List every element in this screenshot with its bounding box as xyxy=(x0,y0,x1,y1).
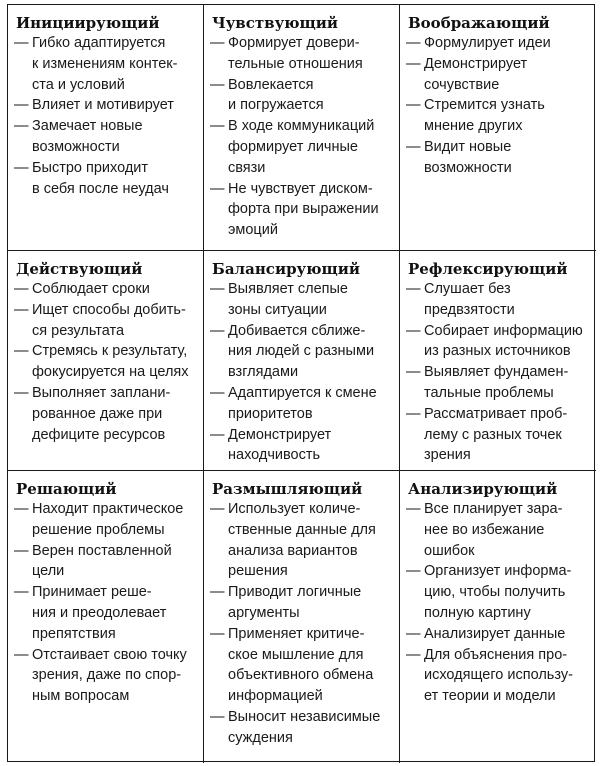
trait-list xyxy=(14,499,197,707)
list-item: — Приводит логичные аргументы xyxy=(210,582,393,624)
list-item: — Видит новые возможности xyxy=(406,137,590,179)
list-item: — Выявляет фундамен- тальные проблемы xyxy=(406,362,590,404)
list-item: — Собирает информацию из разных источников xyxy=(406,321,590,363)
cell-initiating xyxy=(8,5,204,251)
cell-title: Рефлексирующий xyxy=(408,260,568,278)
trait-list xyxy=(406,33,590,179)
list-item: — Использует количе- ственные данные для анализа вариантов решения xyxy=(210,499,393,582)
list-item: — Применяет критиче- ское мышление для объективного обмена информацией xyxy=(210,624,393,707)
cell-feeling xyxy=(204,5,400,251)
list-item: — Демонстрирует сочувствие xyxy=(406,54,590,96)
cell-reflecting xyxy=(400,251,596,471)
styles-table xyxy=(7,4,595,762)
list-item: — Формирует довери- тельные отношения xyxy=(210,33,393,75)
list-item: — Добивается сближе- ния людей с разными взглядами xyxy=(210,321,393,383)
cell-imagining xyxy=(400,5,596,251)
list-item: — Адаптируется к смене приоритетов xyxy=(210,383,393,425)
list-item: — Анализирует данные xyxy=(406,624,590,645)
cell-thinking xyxy=(204,471,400,763)
list-item: — В ходе коммуникаций формирует личные связи xyxy=(210,116,393,178)
list-item: — Организует информа- цию, чтобы получить полную картину xyxy=(406,561,590,623)
list-item: — Все планирует зара- нее во избежание ошибок xyxy=(406,499,590,561)
trait-list xyxy=(210,499,393,749)
cell-deciding xyxy=(8,471,204,763)
list-item: — Формулирует идеи xyxy=(406,33,590,54)
cell-title: Действующий xyxy=(16,260,143,278)
list-item: — Гибко адаптируется к изменениям контек- ста и условий xyxy=(14,33,197,95)
list-item: — Ищет способы добить- ся результата xyxy=(14,300,197,342)
trait-list xyxy=(406,499,590,707)
cell-title: Чувствующий xyxy=(212,14,339,32)
cell-title: Инициирующий xyxy=(16,14,160,32)
trait-list xyxy=(14,279,197,445)
cell-title: Балансирующий xyxy=(212,260,361,278)
list-item: — Выполняет заплани- рованное даже при дефиците ресурсов xyxy=(14,383,197,445)
list-item: — Выявляет слепые зоны ситуации xyxy=(210,279,393,321)
cell-balancing xyxy=(204,251,400,471)
list-item: — Верен поставленной цели xyxy=(14,541,197,583)
list-item: — Выносит независимые суждения xyxy=(210,707,393,749)
list-item: — Соблюдает сроки xyxy=(14,279,197,300)
list-item: — Быстро приходит в себя после неудач xyxy=(14,158,197,200)
cell-title: Анализирующий xyxy=(408,480,558,498)
trait-list xyxy=(406,279,590,466)
list-item: — Демонстрирует находчивость xyxy=(210,425,393,467)
list-item: — Для объяснения про- исходящего использу- ет теории и модели xyxy=(406,645,590,707)
cell-analyzing xyxy=(400,471,596,763)
list-item: — Стремясь к результату, фокусируется на целях xyxy=(14,341,197,383)
cell-acting xyxy=(8,251,204,471)
list-item: — Не чувствует диском- форта при выражении эмоций xyxy=(210,179,393,241)
trait-list xyxy=(210,279,393,466)
list-item: — Отстаивает свою точку зрения, даже по спор- ным вопросам xyxy=(14,645,197,707)
trait-list xyxy=(14,33,197,199)
list-item: — Рассматривает проб- лему с разных точек зрения xyxy=(406,404,590,466)
trait-list xyxy=(210,33,393,241)
list-item: — Принимает реше- ния и преодолевает препятствия xyxy=(14,582,197,644)
cell-title: Решающий xyxy=(16,480,117,498)
list-item: — Влияет и мотивирует xyxy=(14,95,197,116)
cell-title: Размышляющий xyxy=(212,480,363,498)
list-item: — Вовлекается и погружается xyxy=(210,75,393,117)
list-item: — Стремится узнать мнение других xyxy=(406,95,590,137)
list-item: — Слушает без предвзятости xyxy=(406,279,590,321)
list-item: — Находит практическое решение проблемы xyxy=(14,499,197,541)
cell-title: Воображающий xyxy=(408,14,550,32)
list-item: — Замечает новые возможности xyxy=(14,116,197,158)
